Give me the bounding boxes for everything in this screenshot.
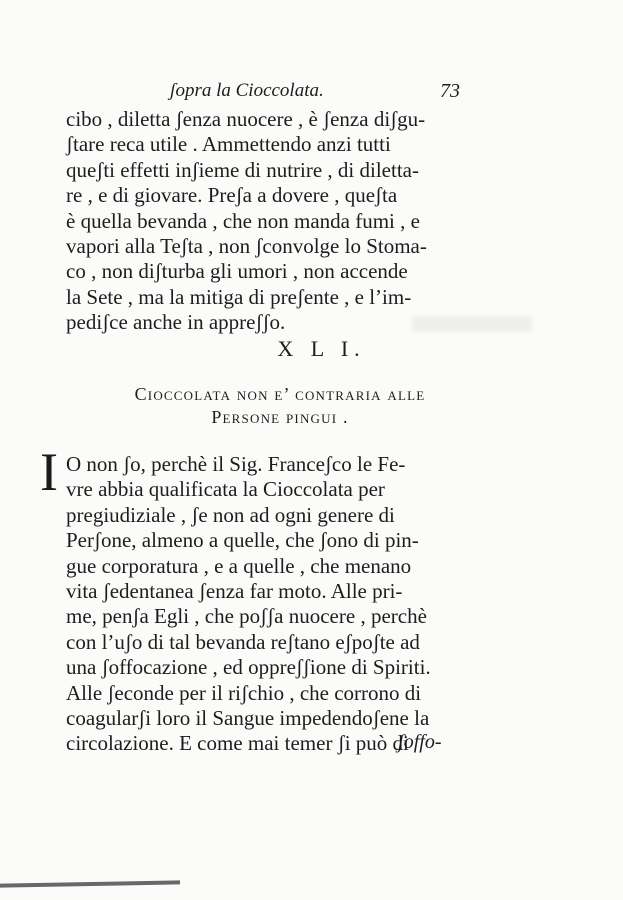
text-line: Perʃone, almeno a quelle, che ʃono di pin-: [66, 528, 419, 553]
text-line: ʃtare reca utile . Ammettendo anzi tutti: [66, 132, 391, 157]
text-line: Alle ʃeconde per il riʃchio , che corrono di: [66, 680, 422, 705]
text-line: O non ʃo, perchè il Sig. Franceʃco le Fe-: [66, 452, 406, 476]
text-line: re , e di giovare. Preʃa a dovere , queʃta: [66, 183, 398, 208]
heading-line: Cioccolata non e’ contraria alle: [134, 384, 426, 404]
text-line: queʃti effetti inʃieme di nutrire , di diletta-: [66, 157, 419, 182]
text-line: circolazione. E come mai temer ʃi può di: [66, 731, 409, 756]
text-line: pregiudiziale , ʃe non ad ogni genere di: [66, 502, 395, 527]
drop-cap: I: [40, 442, 58, 502]
body-paragraph: [66, 452, 476, 757]
text-line: me, penʃa Egli , che poʃʃa nuocere , perchè: [66, 604, 427, 629]
text-line: la Sete , ma la mitiga di preʃente , e l’im-: [66, 284, 412, 309]
text-line: co , non diʃturba gli umori , non accende: [66, 259, 408, 284]
text-line: una ʃoffocazione , ed oppreʃʃione di Spiriti.: [66, 655, 431, 680]
top-paragraph: [66, 107, 466, 336]
page-edge-shadow: [0, 880, 180, 887]
text-line: pediʃce anche in appreʃʃo.: [66, 310, 286, 335]
text-line: vapori alla Teʃta , non ʃconvolge lo Stoma-: [66, 233, 427, 258]
text-line: vita ʃedentanea ʃenza far moto. Alle pri-: [66, 578, 403, 603]
page-header: [60, 80, 460, 110]
text-line: gue corporatura , e a quelle , che menano: [66, 553, 412, 578]
catchword: ʃoffo-: [398, 731, 442, 753]
text-line: con l’uʃo di tal bevanda reʃtano eʃpoʃte ad: [66, 629, 420, 654]
text-line: coagularʃi loro il Sangue impedendoʃene la: [66, 705, 430, 730]
running-title: ʃopra la Cioccolata.: [170, 80, 324, 101]
text-line: è quella bevanda , che non manda fumi , e: [66, 208, 420, 233]
section-heading: [70, 383, 490, 429]
ink-bleed-through: [412, 316, 532, 332]
heading-line: Persone pingui .: [211, 407, 349, 427]
section-number: X L I.: [277, 336, 366, 361]
text-line: cibo , diletta ʃenza nuocere , è ʃenza diʃgu-: [66, 107, 426, 131]
text-line: vre abbia qualificata la Cioccolata per: [66, 477, 385, 502]
page-number: 73: [440, 80, 460, 102]
